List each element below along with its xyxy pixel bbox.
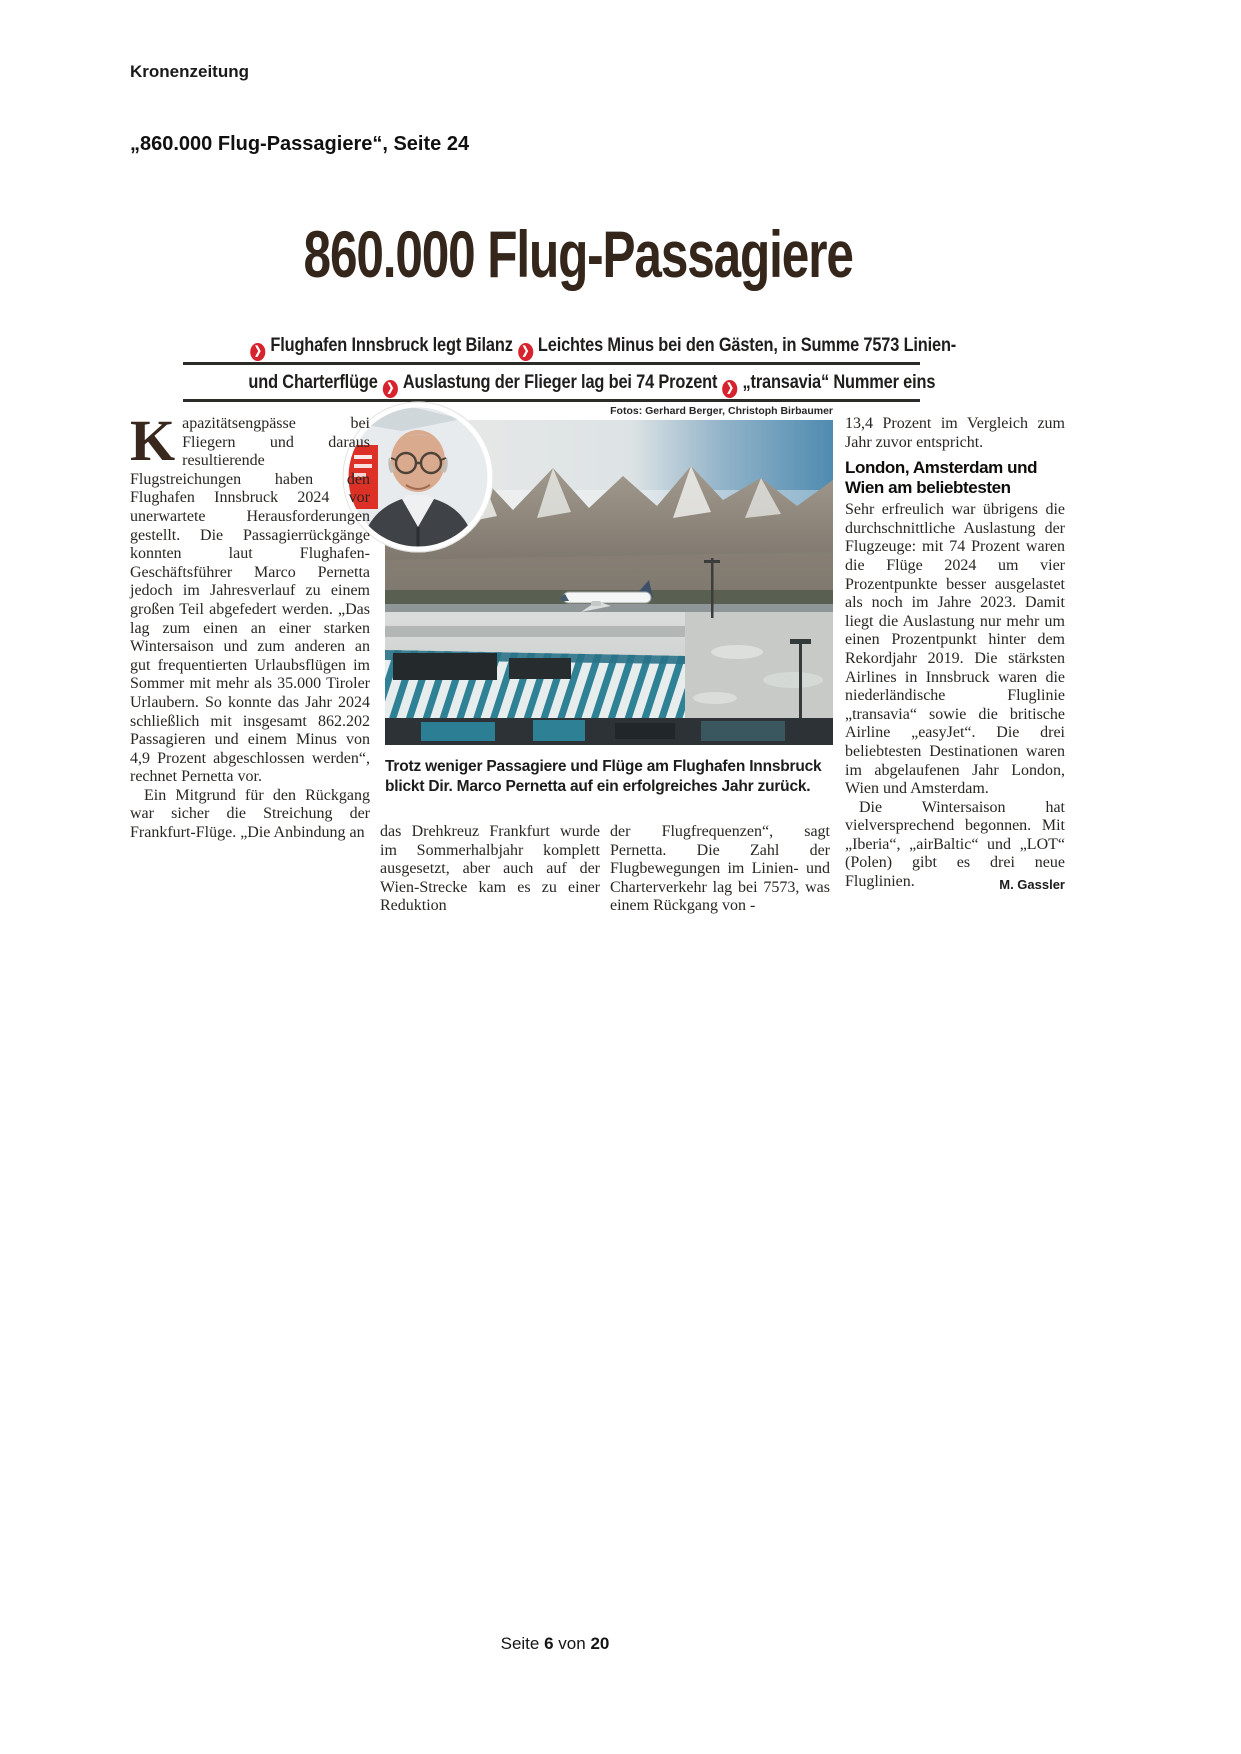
footer-label: Seite — [500, 1634, 540, 1653]
byline: M. Gassler — [999, 877, 1065, 893]
section-subheading: London, Amsterdam und Wien am beliebtesten — [845, 458, 1038, 498]
paragraph: Kapazitätsengpässe bei Fliegern und daraus resultierende Flugstreichungen haben den Flughafen Innsbruck 2024 vor unerwartete Herausforderungen gestellt. Die Passagierrückgänge konnten laut Flughafen-Geschäftsführer Marco Pernetta jedoch im Jahresverlauf zu einem großen Teil abgefedert werden. „Das lag zum einen an einer starken Wintersaison und zum anderen an gut frequentierten Urlaubsflügen im Sommer mit mehr als 35.000 Tiroler Urlaubern. So konnte das Jahr 2024 schließlich mit insgesamt 862.202 Passagieren und einem Minus von 4,9 Prozent abgeschlossen werden“, rechnet Pernetta vor. — [130, 408, 370, 786]
kicker-item: und Charterflüge — [248, 371, 378, 393]
article-kicker — [183, 333, 957, 407]
bullet-arrow-icon: ❯ — [383, 380, 398, 398]
bullet-arrow-icon: ❯ — [722, 380, 737, 398]
paragraph: 13,4 Prozent im Vergleich zum Jahr zuvor entspricht. — [845, 415, 1065, 451]
paragraph: Die Wintersaison hat vielversprechend begonnen. Mit „Iberia“, „airBaltic“ und „LOT“ (Polen) gibt es drei neue Fluglinien. M. Gassler — [845, 799, 1065, 892]
kicker-item: Leichtes Minus bei den Gästen, in Summe 7573 Linien- — [537, 334, 957, 356]
footer-of-label: von — [558, 1634, 586, 1653]
kicker-item: „transavia“ Nummer eins — [742, 371, 936, 393]
page-footer — [0, 1634, 1110, 1654]
photo-caption: Trotz weniger Passagiere und Flüge am Flughafen Innsbruck blickt Dir. Marco Pernetta auf ein erfolgreiches Jahr zurück. — [385, 758, 822, 795]
article-headline: 860.000 Flug-Passagiere — [303, 217, 853, 291]
paragraph: das Drehkreuz Frankfurt wurde im Sommerhalbjahr komplett ausgesetzt, aber auch auf der Wien-Strecke kam es zu einer Reduktion — [380, 823, 600, 915]
kicker-line-2 — [183, 370, 936, 402]
source-label: Kronenzeitung — [130, 62, 249, 81]
bullet-arrow-icon: ❯ — [250, 343, 265, 361]
newspaper-clipping — [128, 215, 1065, 935]
body-column-2 — [380, 823, 600, 916]
footer-page-number: 6 — [544, 1634, 554, 1653]
paragraph: der Flugfrequenzen“, sagt Pernetta. Die Zahl der Flugbewegungen im Linien- und Charterverkehr lag bei 7573, was einem Rückgang von - — [610, 823, 830, 915]
body-column-3 — [610, 823, 830, 916]
bullet-arrow-icon: ❯ — [518, 343, 533, 361]
photo-credit: Fotos: Gerhard Berger, Christoph Birbaumer — [610, 405, 833, 417]
kicker-line-1 — [183, 333, 957, 365]
body-column-1 — [130, 408, 370, 843]
drop-cap: K — [130, 408, 176, 473]
footer-total-pages: 20 — [590, 1634, 610, 1653]
kicker-item: Flughafen Innsbruck legt Bilanz — [270, 334, 513, 356]
paragraph: Ein Mitgrund für den Rückgang war sicher die Streichung der Frankfurt-Flüge. „Die Anbindung an — [130, 786, 370, 842]
document-title: „860.000 Flug-Passagiere“, Seite 24 — [130, 133, 470, 155]
body-column-4 — [845, 415, 1065, 895]
paragraph: Sehr erfreulich war übrigens die durchschnittliche Auslastung der Flugzeuge: mit 74 Prozent waren die Flüge 2024 um vier Prozentpunkte besser ausgelastet als noch im Jahre 2023. Damit liegt die Auslastung nur mehr um einen Prozentpunkt hinter dem Rekordjahr 2019. Die stärksten Airlines in Innsbruck waren die niederländische Fluglinie „transavia“ sowie die britische Airline „easyJet“. Die drei beliebtesten Destinationen waren im abgelaufenen Jahr London, Wien und Amsterdam. — [845, 501, 1065, 798]
kicker-item: Auslastung der Flieger lag bei 74 Prozent — [402, 371, 718, 393]
